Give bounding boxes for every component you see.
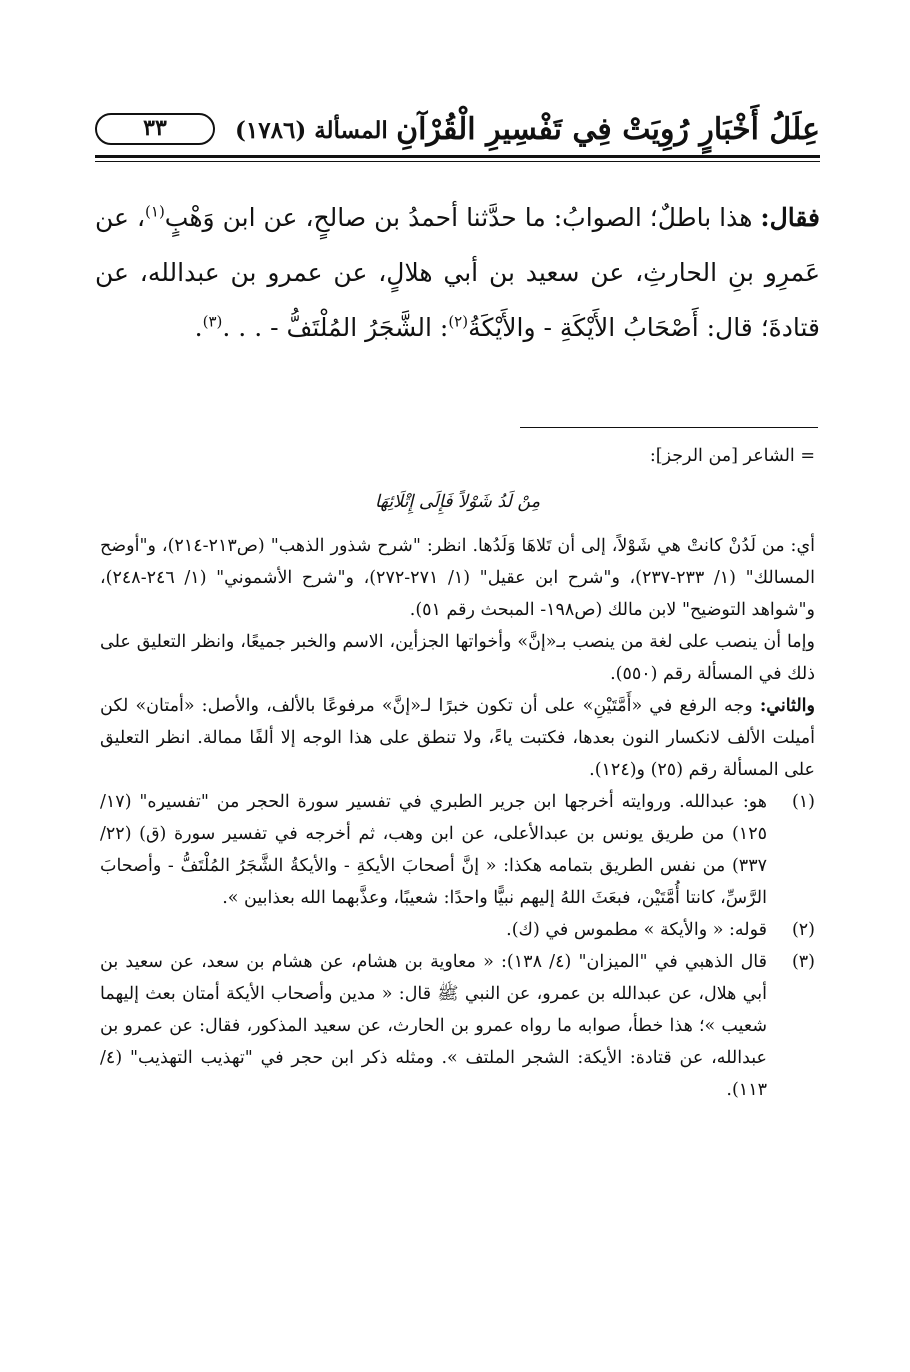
running-header xyxy=(95,110,820,154)
footnote-1-text: هو: عبدالله. وروايته أخرجها ابن جرير الطبري في تفسير سورة الحجر من "تفسيره" (١٧/ ١٢٥) من طريق يونس بن عبدالأعلى، عن ابن وهب، ثم أخرجه في تفسير سورة (ق) (٢٢/ ٣٣٧) من نفس الطريق بتمامه هكذا: « إنَّ أصحابَ الأيكةِ - والأيكةُ الشَّجَرُ المُلْتَفُّ - وأصحابَ الرَّسِّ، كانتا أُمَّتَيْن، فبعَثَ اللهُ إليهم نبيًّا واحدًا: شعيبًا، وعذَّبهما الله بعذابين ». xyxy=(100,792,767,908)
page-number: ٣٣ xyxy=(95,113,215,145)
footnote-ref-1[interactable]: (١) xyxy=(145,202,165,221)
footnote-1 xyxy=(100,786,815,914)
header-rule-thin xyxy=(95,161,820,162)
header-rule-thick xyxy=(95,155,820,158)
book-title: عِلَلُ أَخْبَارٍ رُوِيَتْ فِي تَفْسِيرِ الْقُرْآنِ xyxy=(396,112,820,147)
footnote-2-number: (٢) xyxy=(791,920,815,940)
footnote-ref-3[interactable]: (٣) xyxy=(202,312,223,331)
footnote-ref-2[interactable]: (٢) xyxy=(448,312,469,331)
footnote-1-number: (١) xyxy=(791,792,815,812)
poetry-verse: مِنْ لَدُ شَوْلاً فَإِلَى إِتْلَائِهَا xyxy=(374,492,541,512)
main-text xyxy=(95,190,820,355)
footnote-3-number: (٣) xyxy=(791,952,815,972)
footnote-2-text: قوله: « والأيكة » مطموس في (ك). xyxy=(506,920,767,940)
main-paragraph xyxy=(95,190,820,355)
third-text: وجه الرفع في «أَمَّتَيْنِ» على أن تكون خبرًا لـ«إنَّ» مرفوعًا بالألف، والأصل: «أمتان» لكن أميلت الألف لانكسار النون بعدها، فكتبت ياءً، ولا تنطق على هذا الوجه إلا ألفًا ممالة. انظر التعليق على المسألة رقم (٢٥) و(١٢٤). xyxy=(100,696,815,780)
main-text-a: هذا باطلٌ؛ الصوابُ: ما حدَّثنا أحمدُ بن صالحٍ، عن ابن وَهْبٍ xyxy=(164,203,761,232)
second-note-paragraph: وإما أن ينصب على لغة من ينصب بـ«إنَّ» وأخواتها الجزأين، الاسم والخبر جميعًا، وانظر التعليق على ذلك في المسألة رقم (٥٥٠). xyxy=(100,632,815,684)
footnote-3-text: قال الذهبي في "الميزان" (٤/ ١٣٨): « معاوية بن هشام، عن هشام بن سعد، عن سعيد بن أبي هلال، عن عبدالله بن عمرو، عن النبي ﷺ قال: « مدين وأصحاب الأيكة أمتان بعث إليهما شعيب »؛ هذا خطأ، صوابه ما رواه عمرو بن الحارث، عن سعيد المذكور، فقال: عن عمرو بن عبدالله، عن قتادة: الأيكة: الشجر الملتف ». ومثله ذكر ابن حجر في "تهذيب التهذيب" (٤/ ١١٣). xyxy=(100,952,768,1100)
main-text-b: ، عن عَمرِو بنِ الحارثِ، عن سعيد بن أبي هلالٍ، عن عمرو بن عبدالله، عن قتادةَ؛ قال: أَصْحَابُ الأَيْكَةِ - والأَيْكَةُ xyxy=(95,203,820,342)
continued-note-line: = الشاعر [من الرجز]: xyxy=(649,446,815,466)
main-text-d: . xyxy=(194,313,203,342)
issue-label: المسألة (١٧٨٦) xyxy=(235,117,388,144)
footnote-separator xyxy=(520,427,818,428)
footnote-3 xyxy=(100,946,815,1106)
third-lead: والثاني: xyxy=(759,696,815,716)
main-text-c: : الشَّجَرُ المُلْتَفُّ - . . . xyxy=(222,313,449,342)
main-lead: فقال: xyxy=(760,203,820,232)
footnote-2 xyxy=(100,914,815,946)
footnotes xyxy=(100,440,815,1106)
verse-explanation: أي: من لَدُنْ كانتْ هي شَوْلاً، إلى أن تَلاهَا وَلَدُها. انظر: "شرح شذور الذهب" (ص٢١٣-٢١٤)، و"أوضح المسالك" (١/ ٢٣٣-٢٣٧)، و"شرح ابن عقيل" (١/ ٢٧١-٢٧٢)، و"شرح الأشموني" (١/ ٢٤٦-٢٤٨)، و"شواهد التوضيح" لابن مالك (ص١٩٨- المبحث رقم ٥١). xyxy=(100,536,815,620)
third-note-paragraph xyxy=(100,690,815,786)
